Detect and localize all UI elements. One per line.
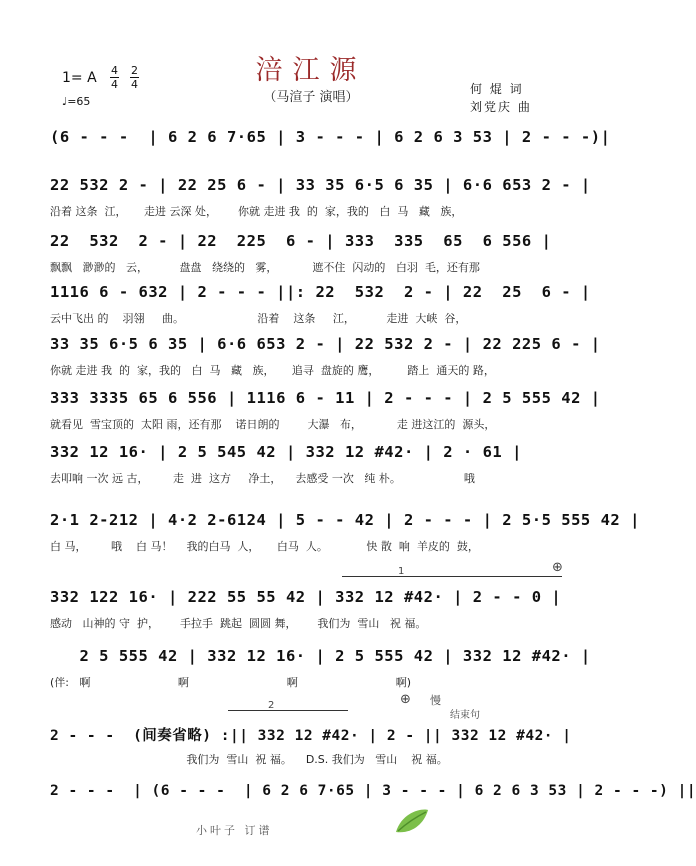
finale-marking: 结束句 xyxy=(450,710,480,721)
lyrics: 白 马， 哦 白 马！ 我的白马 人， 白马 人。 快 散 响 羊皮的 鼓， xyxy=(50,540,479,553)
lyrics: 就看见 雪宝顶的 太阳 雨，还有那 诺日朗的 大瀑 布， 走 进这江的 源头， xyxy=(50,418,496,431)
composer-credit: 刘党庆 曲 xyxy=(470,100,532,114)
lyrics: 飘飘 渺渺的 云， 盘盘 绕绕的 雾， 遮不住 闪动的 白羽 毛，还有那 xyxy=(50,261,480,274)
notes: 22 532 2 - | 22 25 6 - | 33 35 6·5 6 35 | 6·6 653 2 - | xyxy=(50,176,591,194)
lyrics: 感动 山神的 守 护， 手拉手 跳起 圆圆 舞， 我们为 雪山 祝 福。 xyxy=(50,617,427,630)
ending-bracket-1 xyxy=(342,576,562,577)
time-signature-2: 2 4 xyxy=(131,64,138,91)
lyrics: 你就 走进 我 的 家，我的 白 马 藏 族， 追寻 盘旋的 鹰， 踏上 通天的 路， xyxy=(50,364,495,377)
notes: 333 3335 65 6 556 | 1116 6 - 11 | 2 - - - | 2 5 555 42 | xyxy=(50,389,601,407)
notes: 2 - - - (间奏省略) :|| 332 12 #42· | 2 - || 332 12 #42· | xyxy=(50,728,572,744)
ending-bracket-2 xyxy=(228,710,348,711)
ending-number-2: 2 xyxy=(268,700,275,711)
singer-credit: （马渲子 演唱） xyxy=(263,90,359,105)
ending-number-1: 1 xyxy=(398,566,405,577)
coda-sign-2: ⊕ xyxy=(400,692,411,707)
notes: 1116 6 - 632 | 2 - - - ||: 22 532 2 - | 22 25 6 - | xyxy=(50,283,591,301)
lyricist-credit: 何 焜 词 xyxy=(470,82,524,96)
lyrics: (伴: 啊 啊 啊 啊) xyxy=(50,676,412,689)
key-signature: 1= A xyxy=(62,70,97,86)
notes: 2 5 555 42 | 332 12 16· | 2 5 555 42 | 332 12 #42· | xyxy=(50,647,591,665)
notes: 332 12 16· | 2 5 545 42 | 332 12 #42· | 2 · 61 | xyxy=(50,443,522,461)
notes: (6 - - - | 6 2 6 7·65 | 3 - - - | 6 2 6 3 53 | 2 - - -)| xyxy=(50,128,611,146)
transcriber-watermark: 小叶子 订谱 xyxy=(196,824,273,837)
notes: 33 35 6·5 6 35 | 6·6 653 2 - | 22 532 2 - | 22 225 6 - | xyxy=(50,335,601,353)
song-title: 涪江源 xyxy=(255,55,367,86)
time-signature-1: 4 4 xyxy=(111,64,118,91)
notes: 332 122 16· | 222 55 55 42 | 332 12 #42· | 2 - - 0 | xyxy=(50,588,562,606)
lyrics: 沿着 这条 江， 走进 云深 处， 你就 走进 我 的 家，我的 白 马 藏 族， xyxy=(50,205,463,218)
leaf-logo-icon xyxy=(392,806,432,836)
slow-marking: 慢 xyxy=(430,694,441,707)
lyrics: 去叩响 一次 远 古， 走 进 这方 净土， 去感受 一次 纯 朴。 哦 xyxy=(50,472,475,485)
notes: 22 532 2 - | 22 225 6 - | 333 335 65 6 556 | xyxy=(50,232,552,250)
tempo-marking: ♩=65 xyxy=(62,95,91,108)
notes: 2 - - - | (6 - - - | 6 2 6 7·65 | 3 - - - | 6 2 6 3 53 | 2 - - -) || xyxy=(50,783,696,799)
coda-sign-1: ⊕ xyxy=(552,560,563,575)
lyrics: 云中飞出 的 羽翎 曲。 沿着 这条 江， 走进 大峡 谷， xyxy=(50,312,467,325)
notes: 2·1 2-212 | 4·2 2-6124 | 5 - - 42 | 2 - - - | 2 5·5 555 42 | xyxy=(50,511,640,529)
lyrics: 我们为 雪山 祝 福。 D.S. 我们为 雪山 祝 福。 xyxy=(50,753,448,766)
